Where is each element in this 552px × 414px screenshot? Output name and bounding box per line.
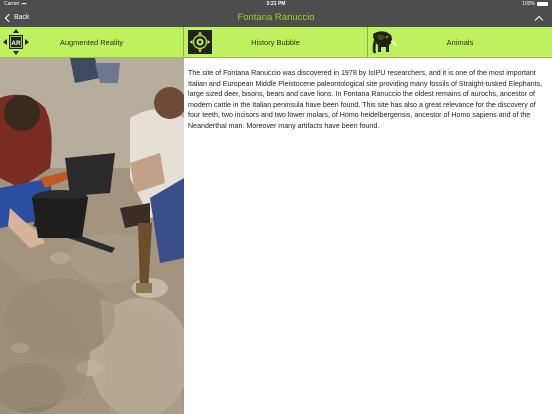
tab-animals[interactable] — [368, 27, 552, 57]
history-bubble-icon — [186, 28, 214, 56]
excavation-photo — [0, 58, 184, 414]
ar-icon — [2, 28, 30, 56]
elephant-icon — [368, 28, 398, 56]
chevron-left-icon — [5, 13, 13, 21]
tab-label: Augmented Reality — [59, 37, 124, 47]
status-bar — [0, 0, 552, 8]
status-time: 3:21 PM — [266, 1, 286, 7]
svg-text:AR: AR — [11, 39, 21, 47]
battery-percent: 100% — [522, 1, 535, 7]
collapse-button[interactable] — [535, 14, 542, 21]
tab-label: Animals — [446, 37, 474, 47]
tab-bar — [0, 27, 552, 58]
site-description: The site of Fontana Ranuccio was discovered in 1978 by IsIPU researchers, and it is one of the most important Italian and European Middle Pleistocene paleontological site providing many fossils of Straight-tusked Elephants, large sized deer, bisons, bears and cave lions. In Fontana Ranuccio the oldest remains of aurochs, ancestor of modern cattle in the Italian peninsula have been found. This site has also a great relevance for the discovery of four teeth, two incisors and two lower molars, of Homo heidelbergensis, ancestor of Homo sapiens and of the Neanderthal man. Moreover many artifacts have been found. — [188, 69, 543, 130]
back-label: Back — [14, 14, 30, 21]
battery-icon — [537, 2, 548, 6]
chevron-up-icon — [535, 16, 543, 24]
back-button[interactable] — [4, 8, 30, 27]
tab-history-bubble[interactable] — [184, 27, 368, 57]
tab-label: History Bubble — [251, 37, 300, 47]
tab-augmented-reality[interactable] — [0, 27, 184, 57]
navigation-bar — [0, 8, 552, 27]
battery-indicator — [522, 0, 548, 8]
page-title: Fontana Ranuccio — [237, 12, 315, 23]
carrier-label: Carrier — [4, 1, 20, 7]
